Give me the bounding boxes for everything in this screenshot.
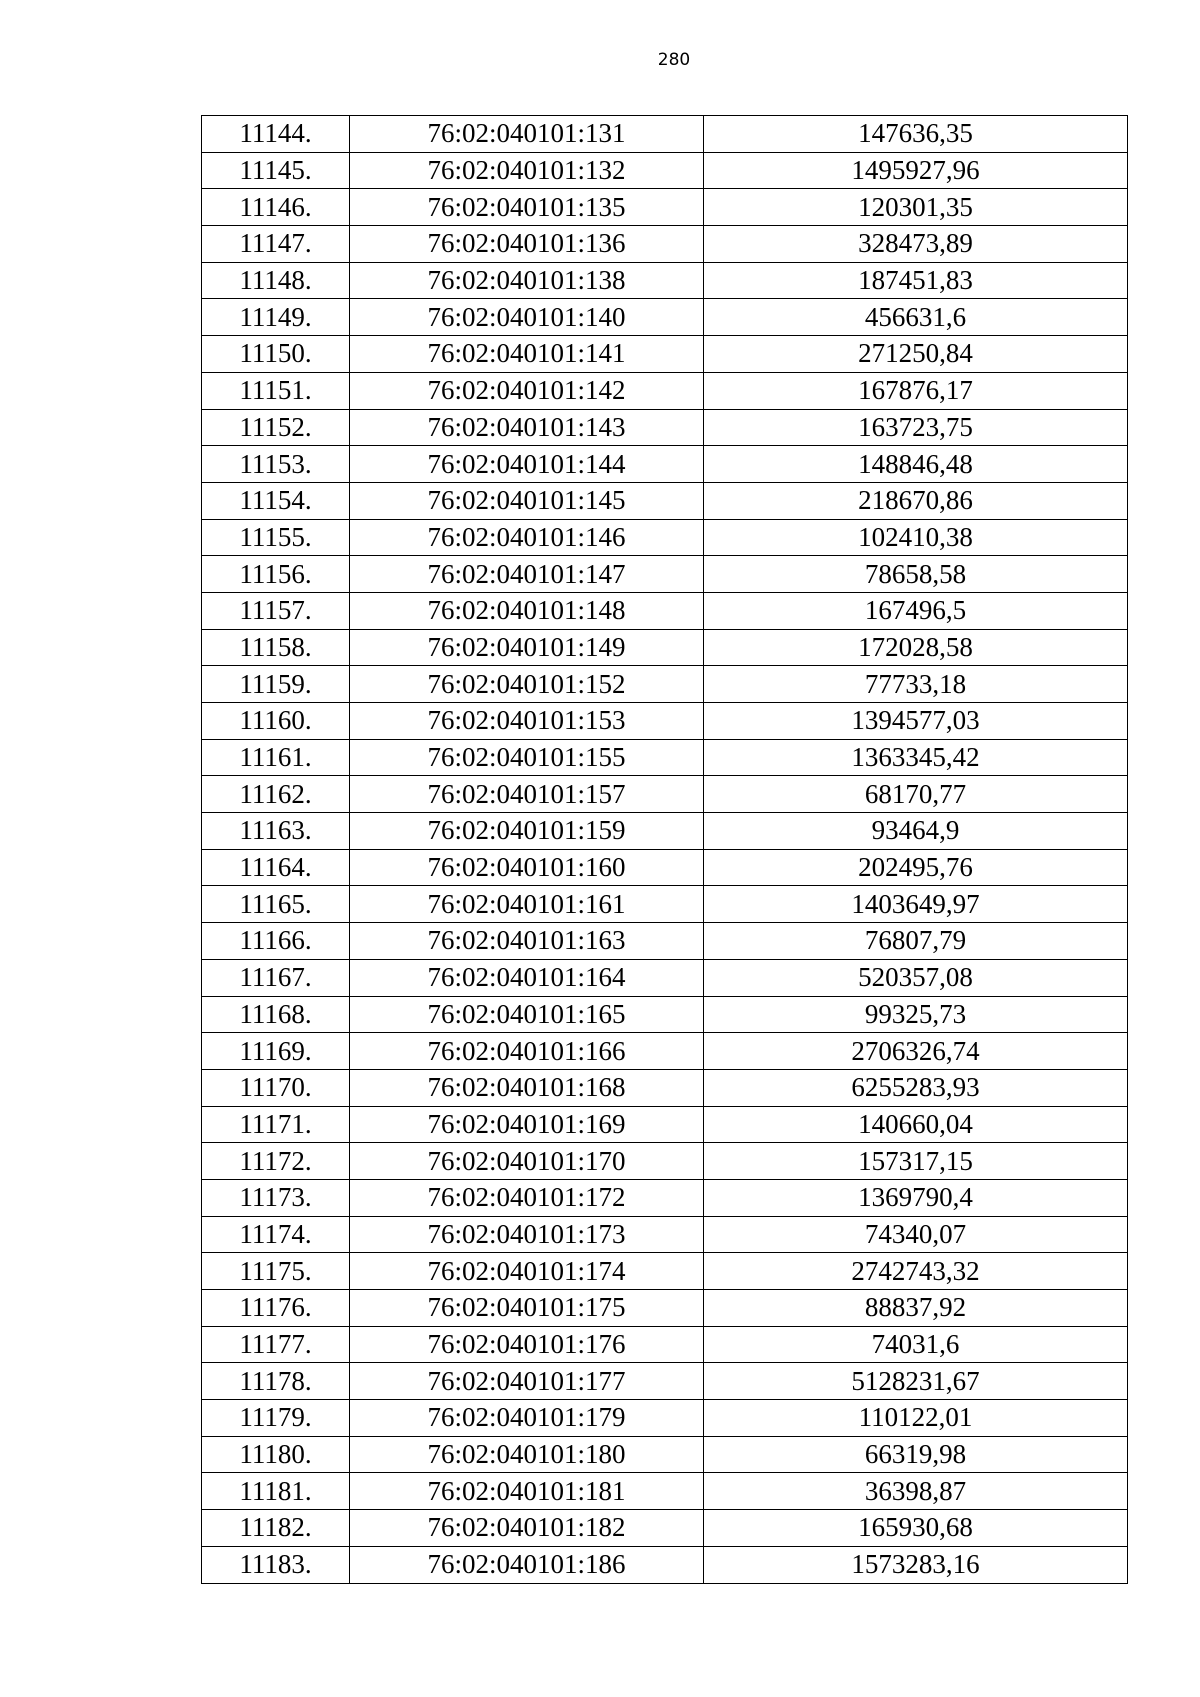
row-number-cell: 11161. xyxy=(202,739,350,776)
cadastral-value-cell: 1403649,97 xyxy=(704,886,1128,923)
cadastral-value-cell: 76807,79 xyxy=(704,923,1128,960)
cadastral-number-cell: 76:02:040101:131 xyxy=(350,116,704,153)
row-number-cell: 11181. xyxy=(202,1473,350,1510)
row-number-cell: 11158. xyxy=(202,629,350,666)
cadastral-value-cell: 520357,08 xyxy=(704,959,1128,996)
cadastral-number-cell: 76:02:040101:179 xyxy=(350,1400,704,1437)
row-number-cell: 11171. xyxy=(202,1106,350,1143)
cadastral-value-cell: 218670,86 xyxy=(704,482,1128,519)
row-number-cell: 11163. xyxy=(202,813,350,850)
cadastral-value-cell: 93464,9 xyxy=(704,813,1128,850)
row-number-cell: 11159. xyxy=(202,666,350,703)
cadastral-number-cell: 76:02:040101:155 xyxy=(350,739,704,776)
cadastral-number-cell: 76:02:040101:148 xyxy=(350,592,704,629)
cadastral-value-cell: 68170,77 xyxy=(704,776,1128,813)
row-number-cell: 11172. xyxy=(202,1143,350,1180)
table-row xyxy=(202,886,1128,923)
table-row xyxy=(202,1400,1128,1437)
cadastral-value-cell: 202495,76 xyxy=(704,849,1128,886)
cadastral-number-cell: 76:02:040101:169 xyxy=(350,1106,704,1143)
cadastral-number-cell: 76:02:040101:138 xyxy=(350,262,704,299)
row-number-cell: 11166. xyxy=(202,923,350,960)
cadastral-number-cell: 76:02:040101:173 xyxy=(350,1216,704,1253)
cadastral-value-cell: 74031,6 xyxy=(704,1326,1128,1363)
cadastral-value-cell: 99325,73 xyxy=(704,996,1128,1033)
cadastral-value-cell: 78658,58 xyxy=(704,556,1128,593)
cadastral-value-cell: 74340,07 xyxy=(704,1216,1128,1253)
row-number-cell: 11168. xyxy=(202,996,350,1033)
table-row xyxy=(202,1033,1128,1070)
cadastral-number-cell: 76:02:040101:141 xyxy=(350,336,704,373)
table-row xyxy=(202,1143,1128,1180)
cadastral-value-cell: 1573283,16 xyxy=(704,1546,1128,1583)
cadastral-number-cell: 76:02:040101:163 xyxy=(350,923,704,960)
table-row xyxy=(202,519,1128,556)
row-number-cell: 11179. xyxy=(202,1400,350,1437)
cadastral-value-cell: 2742743,32 xyxy=(704,1253,1128,1290)
cadastral-number-cell: 76:02:040101:175 xyxy=(350,1290,704,1327)
table-row xyxy=(202,996,1128,1033)
cadastral-value-cell: 187451,83 xyxy=(704,262,1128,299)
cadastral-number-cell: 76:02:040101:166 xyxy=(350,1033,704,1070)
cadastral-value-cell: 328473,89 xyxy=(704,226,1128,263)
cadastral-value-table xyxy=(201,115,1128,1584)
row-number-cell: 11145. xyxy=(202,152,350,189)
cadastral-number-cell: 76:02:040101:182 xyxy=(350,1510,704,1547)
cadastral-value-cell: 172028,58 xyxy=(704,629,1128,666)
row-number-cell: 11176. xyxy=(202,1290,350,1327)
cadastral-number-cell: 76:02:040101:159 xyxy=(350,813,704,850)
cadastral-number-cell: 76:02:040101:168 xyxy=(350,1069,704,1106)
cadastral-value-cell: 456631,6 xyxy=(704,299,1128,336)
cadastral-value-cell: 1495927,96 xyxy=(704,152,1128,189)
table-row xyxy=(202,1546,1128,1583)
table-row xyxy=(202,629,1128,666)
row-number-cell: 11146. xyxy=(202,189,350,226)
cadastral-number-cell: 76:02:040101:164 xyxy=(350,959,704,996)
table-row xyxy=(202,703,1128,740)
row-number-cell: 11175. xyxy=(202,1253,350,1290)
table-row xyxy=(202,813,1128,850)
row-number-cell: 11144. xyxy=(202,116,350,153)
cadastral-value-cell: 165930,68 xyxy=(704,1510,1128,1547)
cadastral-number-cell: 76:02:040101:170 xyxy=(350,1143,704,1180)
row-number-cell: 11167. xyxy=(202,959,350,996)
table-row xyxy=(202,923,1128,960)
table-row xyxy=(202,1106,1128,1143)
row-number-cell: 11180. xyxy=(202,1436,350,1473)
cadastral-number-cell: 76:02:040101:186 xyxy=(350,1546,704,1583)
table-row xyxy=(202,189,1128,226)
cadastral-value-cell: 102410,38 xyxy=(704,519,1128,556)
cadastral-number-cell: 76:02:040101:157 xyxy=(350,776,704,813)
row-number-cell: 11154. xyxy=(202,482,350,519)
table-row xyxy=(202,1436,1128,1473)
table-row xyxy=(202,1290,1128,1327)
cadastral-value-cell: 167876,17 xyxy=(704,372,1128,409)
cadastral-number-cell: 76:02:040101:145 xyxy=(350,482,704,519)
row-number-cell: 11156. xyxy=(202,556,350,593)
cadastral-value-cell: 1369790,4 xyxy=(704,1179,1128,1216)
row-number-cell: 11151. xyxy=(202,372,350,409)
table-row xyxy=(202,262,1128,299)
row-number-cell: 11174. xyxy=(202,1216,350,1253)
row-number-cell: 11153. xyxy=(202,446,350,483)
table-row xyxy=(202,299,1128,336)
row-number-cell: 11164. xyxy=(202,849,350,886)
cadastral-value-cell: 110122,01 xyxy=(704,1400,1128,1437)
cadastral-value-cell: 163723,75 xyxy=(704,409,1128,446)
cadastral-value-cell: 271250,84 xyxy=(704,336,1128,373)
table-row xyxy=(202,226,1128,263)
table-row xyxy=(202,372,1128,409)
table-row xyxy=(202,666,1128,703)
row-number-cell: 11147. xyxy=(202,226,350,263)
cadastral-value-cell: 140660,04 xyxy=(704,1106,1128,1143)
row-number-cell: 11182. xyxy=(202,1510,350,1547)
table-row xyxy=(202,1216,1128,1253)
row-number-cell: 11160. xyxy=(202,703,350,740)
cadastral-value-cell: 6255283,93 xyxy=(704,1069,1128,1106)
cadastral-value-cell: 77733,18 xyxy=(704,666,1128,703)
row-number-cell: 11149. xyxy=(202,299,350,336)
cadastral-number-cell: 76:02:040101:146 xyxy=(350,519,704,556)
cadastral-number-cell: 76:02:040101:153 xyxy=(350,703,704,740)
cadastral-value-cell: 1394577,03 xyxy=(704,703,1128,740)
cadastral-number-cell: 76:02:040101:172 xyxy=(350,1179,704,1216)
cadastral-number-cell: 76:02:040101:143 xyxy=(350,409,704,446)
cadastral-value-cell: 36398,87 xyxy=(704,1473,1128,1510)
cadastral-value-cell: 66319,98 xyxy=(704,1436,1128,1473)
table-row xyxy=(202,1069,1128,1106)
row-number-cell: 11178. xyxy=(202,1363,350,1400)
cadastral-value-cell: 5128231,67 xyxy=(704,1363,1128,1400)
cadastral-number-cell: 76:02:040101:149 xyxy=(350,629,704,666)
row-number-cell: 11148. xyxy=(202,262,350,299)
table-row xyxy=(202,592,1128,629)
cadastral-value-cell: 148846,48 xyxy=(704,446,1128,483)
cadastral-number-cell: 76:02:040101:152 xyxy=(350,666,704,703)
table-row xyxy=(202,1510,1128,1547)
cadastral-number-cell: 76:02:040101:180 xyxy=(350,1436,704,1473)
row-number-cell: 11152. xyxy=(202,409,350,446)
row-number-cell: 11165. xyxy=(202,886,350,923)
row-number-cell: 11169. xyxy=(202,1033,350,1070)
cadastral-number-cell: 76:02:040101:144 xyxy=(350,446,704,483)
cadastral-number-cell: 76:02:040101:161 xyxy=(350,886,704,923)
row-number-cell: 11173. xyxy=(202,1179,350,1216)
table-row xyxy=(202,446,1128,483)
table-row xyxy=(202,409,1128,446)
cadastral-value-cell: 120301,35 xyxy=(704,189,1128,226)
cadastral-value-cell: 147636,35 xyxy=(704,116,1128,153)
row-number-cell: 11170. xyxy=(202,1069,350,1106)
table-row xyxy=(202,1473,1128,1510)
table-row xyxy=(202,482,1128,519)
row-number-cell: 11157. xyxy=(202,592,350,629)
table-row xyxy=(202,116,1128,153)
row-number-cell: 11177. xyxy=(202,1326,350,1363)
table-row xyxy=(202,1253,1128,1290)
cadastral-number-cell: 76:02:040101:136 xyxy=(350,226,704,263)
cadastral-value-cell: 1363345,42 xyxy=(704,739,1128,776)
cadastral-number-cell: 76:02:040101:132 xyxy=(350,152,704,189)
table-row xyxy=(202,336,1128,373)
row-number-cell: 11183. xyxy=(202,1546,350,1583)
table-row xyxy=(202,849,1128,886)
table-row xyxy=(202,1326,1128,1363)
cadastral-value-cell: 2706326,74 xyxy=(704,1033,1128,1070)
table-row xyxy=(202,959,1128,996)
page-number: 280 xyxy=(657,50,691,70)
cadastral-number-cell: 76:02:040101:140 xyxy=(350,299,704,336)
table-row xyxy=(202,739,1128,776)
cadastral-value-cell: 167496,5 xyxy=(704,592,1128,629)
cadastral-number-cell: 76:02:040101:147 xyxy=(350,556,704,593)
cadastral-number-cell: 76:02:040101:142 xyxy=(350,372,704,409)
cadastral-number-cell: 76:02:040101:174 xyxy=(350,1253,704,1290)
table-row xyxy=(202,776,1128,813)
cadastral-number-cell: 76:02:040101:165 xyxy=(350,996,704,1033)
cadastral-value-cell: 157317,15 xyxy=(704,1143,1128,1180)
row-number-cell: 11150. xyxy=(202,336,350,373)
table-row xyxy=(202,1363,1128,1400)
cadastral-number-cell: 76:02:040101:176 xyxy=(350,1326,704,1363)
row-number-cell: 11155. xyxy=(202,519,350,556)
cadastral-number-cell: 76:02:040101:135 xyxy=(350,189,704,226)
cadastral-number-cell: 76:02:040101:160 xyxy=(350,849,704,886)
table-row xyxy=(202,152,1128,189)
cadastral-number-cell: 76:02:040101:181 xyxy=(350,1473,704,1510)
table-row xyxy=(202,1179,1128,1216)
table-row xyxy=(202,556,1128,593)
cadastral-number-cell: 76:02:040101:177 xyxy=(350,1363,704,1400)
cadastral-value-cell: 88837,92 xyxy=(704,1290,1128,1327)
row-number-cell: 11162. xyxy=(202,776,350,813)
table-body xyxy=(202,116,1128,1584)
